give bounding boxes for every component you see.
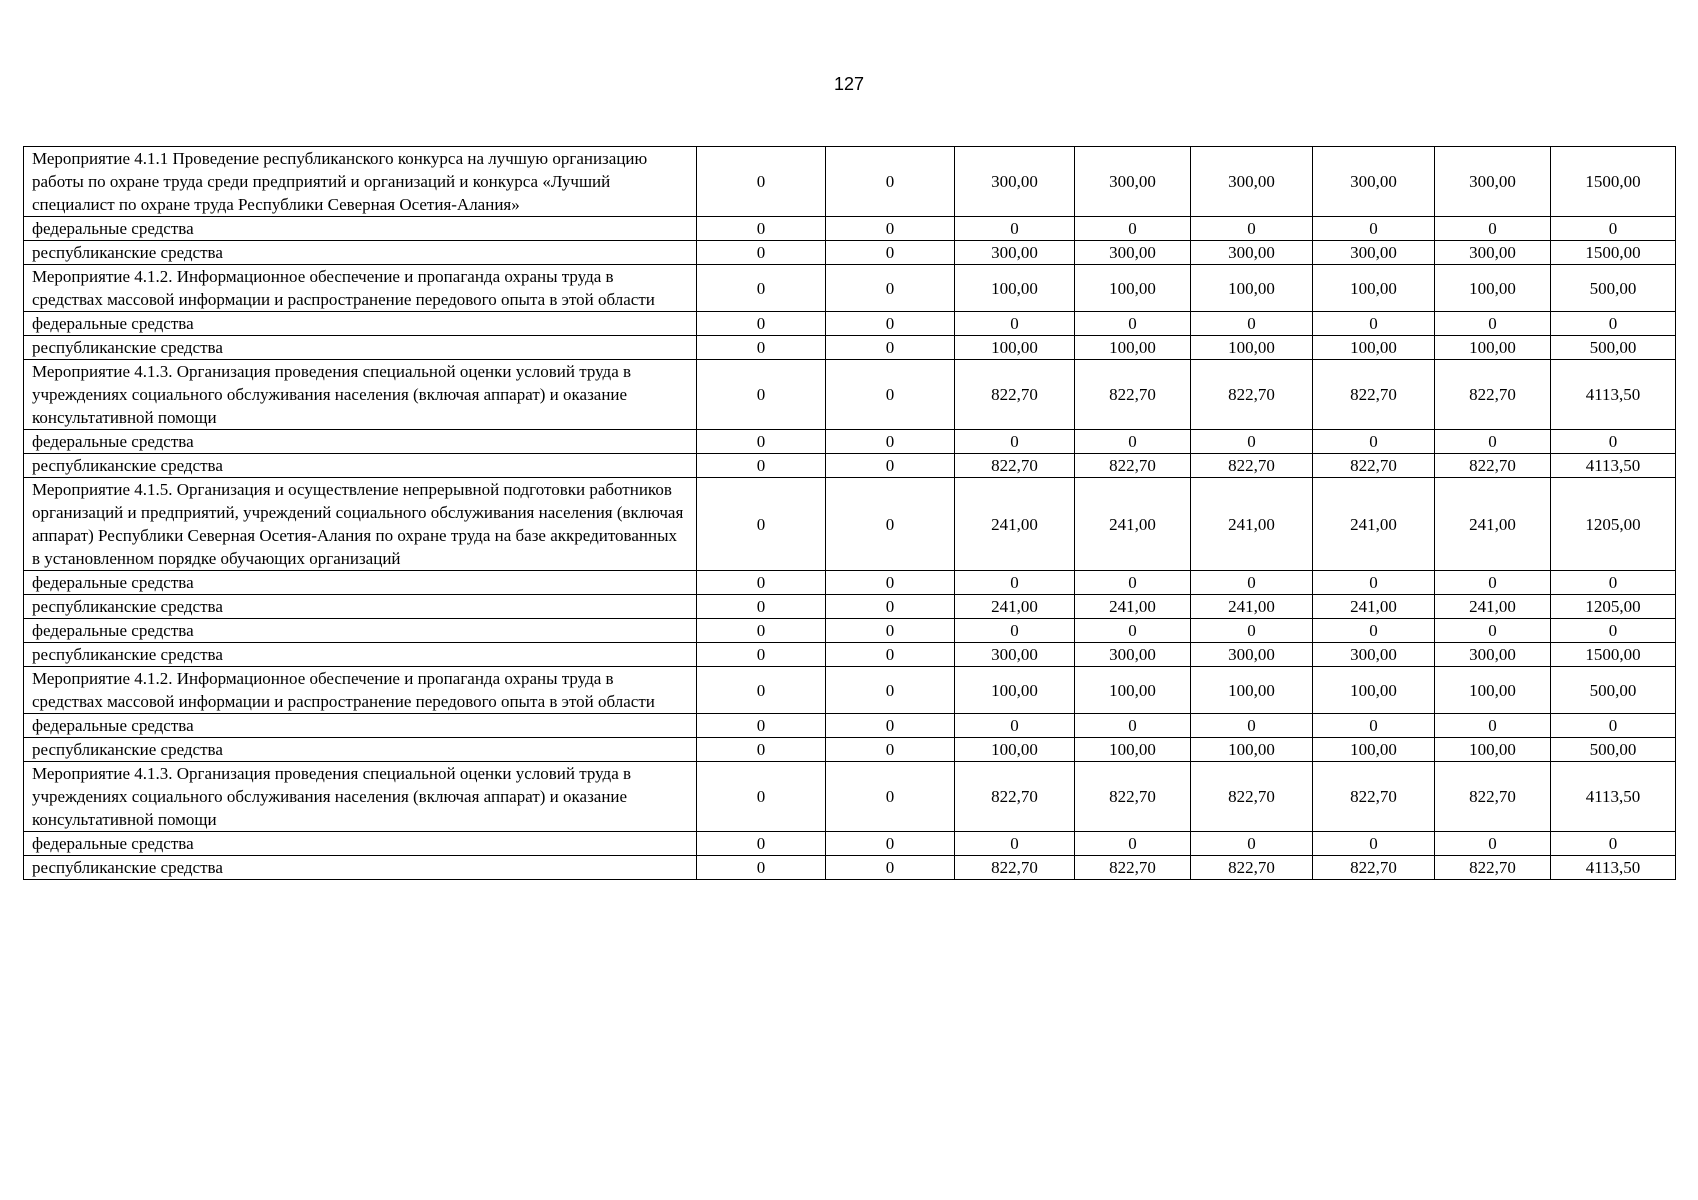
value-cell: 0	[826, 147, 955, 217]
value-cell: 100,00	[1075, 336, 1191, 360]
row-name-cell: федеральные средства	[24, 714, 697, 738]
table-row	[24, 595, 1676, 619]
value-cell: 0	[697, 147, 826, 217]
table-row	[24, 454, 1676, 478]
value-cell: 822,70	[1191, 856, 1313, 880]
value-cell: 822,70	[955, 856, 1075, 880]
value-cell: 241,00	[955, 595, 1075, 619]
value-cell: 100,00	[1435, 667, 1551, 714]
value-cell: 0	[1313, 619, 1435, 643]
value-cell: 0	[826, 478, 955, 571]
value-cell: 500,00	[1551, 738, 1676, 762]
value-cell: 500,00	[1551, 667, 1676, 714]
value-cell: 0	[826, 217, 955, 241]
value-cell: 100,00	[1435, 336, 1551, 360]
value-cell: 0	[1313, 430, 1435, 454]
row-name-cell: Мероприятие 4.1.5. Организация и осуществление непрерывной подготовки работников организаций и предприятий, учреждений социального обслуживания населения (включая аппарат) Республики Северная Осетия-Алания по охране труда на базе аккредитованных в установленном порядке обучающих организаций	[24, 478, 697, 571]
value-cell: 822,70	[1075, 360, 1191, 430]
value-cell: 0	[697, 714, 826, 738]
value-cell: 0	[1551, 619, 1676, 643]
value-cell: 0	[1075, 430, 1191, 454]
value-cell: 100,00	[1435, 738, 1551, 762]
table-row	[24, 336, 1676, 360]
value-cell: 100,00	[1313, 667, 1435, 714]
value-cell: 0	[1191, 217, 1313, 241]
table-row	[24, 217, 1676, 241]
value-cell: 0	[826, 714, 955, 738]
value-cell: 0	[826, 430, 955, 454]
value-cell: 241,00	[1435, 478, 1551, 571]
value-cell: 0	[1435, 430, 1551, 454]
value-cell: 300,00	[955, 241, 1075, 265]
value-cell: 0	[826, 643, 955, 667]
value-cell: 300,00	[1435, 147, 1551, 217]
row-name-cell: федеральные средства	[24, 619, 697, 643]
value-cell: 4113,50	[1551, 762, 1676, 832]
row-name-cell: Мероприятие 4.1.2. Информационное обеспечение и пропаганда охраны труда в средствах массовой информации и распространение передового опыта в этой области	[24, 265, 697, 312]
value-cell: 822,70	[1075, 856, 1191, 880]
value-cell: 100,00	[1075, 667, 1191, 714]
value-cell: 0	[1075, 312, 1191, 336]
value-cell: 0	[826, 762, 955, 832]
value-cell: 822,70	[955, 360, 1075, 430]
value-cell: 0	[697, 478, 826, 571]
value-cell: 0	[826, 265, 955, 312]
value-cell: 241,00	[1313, 595, 1435, 619]
value-cell: 300,00	[1075, 147, 1191, 217]
value-cell: 0	[826, 667, 955, 714]
table-row	[24, 478, 1676, 571]
table-row	[24, 265, 1676, 312]
value-cell: 0	[697, 336, 826, 360]
row-name-cell: Мероприятие 4.1.3. Организация проведения специальной оценки условий труда в учреждениях социального обслуживания населения (включая аппарат) и оказание консультативной помощи	[24, 762, 697, 832]
value-cell: 822,70	[1435, 454, 1551, 478]
row-name-cell: республиканские средства	[24, 738, 697, 762]
value-cell: 0	[697, 619, 826, 643]
value-cell: 0	[697, 595, 826, 619]
value-cell: 0	[697, 738, 826, 762]
value-cell: 0	[1191, 312, 1313, 336]
table-row	[24, 619, 1676, 643]
row-name-cell: Мероприятие 4.1.2. Информационное обеспечение и пропаганда охраны труда в средствах массовой информации и распространение передового опыта в этой области	[24, 667, 697, 714]
row-name-cell: Мероприятие 4.1.3. Организация проведения специальной оценки условий труда в учреждениях социального обслуживания населения (включая аппарат) и оказание консультативной помощи	[24, 360, 697, 430]
value-cell: 822,70	[955, 454, 1075, 478]
value-cell: 0	[826, 571, 955, 595]
value-cell: 0	[1435, 217, 1551, 241]
value-cell: 0	[1435, 714, 1551, 738]
table-row	[24, 856, 1676, 880]
value-cell: 0	[697, 312, 826, 336]
value-cell: 0	[697, 667, 826, 714]
value-cell: 100,00	[1191, 667, 1313, 714]
value-cell: 822,70	[1435, 360, 1551, 430]
value-cell: 241,00	[1435, 595, 1551, 619]
row-name-cell: федеральные средства	[24, 832, 697, 856]
value-cell: 0	[955, 571, 1075, 595]
page-number: 127	[833, 74, 865, 94]
value-cell: 0	[955, 312, 1075, 336]
value-cell: 0	[1075, 571, 1191, 595]
value-cell: 0	[826, 856, 955, 880]
value-cell: 241,00	[1191, 595, 1313, 619]
table-row	[24, 312, 1676, 336]
value-cell: 0	[697, 265, 826, 312]
value-cell: 0	[697, 217, 826, 241]
value-cell: 0	[826, 312, 955, 336]
value-cell: 0	[1191, 619, 1313, 643]
table-row	[24, 241, 1676, 265]
value-cell: 0	[1191, 832, 1313, 856]
value-cell: 0	[1313, 832, 1435, 856]
value-cell: 0	[955, 430, 1075, 454]
value-cell: 0	[1191, 714, 1313, 738]
value-cell: 0	[826, 738, 955, 762]
table-row	[24, 667, 1676, 714]
table-row	[24, 430, 1676, 454]
value-cell: 822,70	[955, 762, 1075, 832]
value-cell: 100,00	[1313, 265, 1435, 312]
value-cell: 300,00	[1191, 147, 1313, 217]
value-cell: 100,00	[1191, 738, 1313, 762]
value-cell: 500,00	[1551, 265, 1676, 312]
value-cell: 300,00	[1191, 643, 1313, 667]
value-cell: 0	[1313, 217, 1435, 241]
value-cell: 0	[1313, 714, 1435, 738]
value-cell: 0	[697, 832, 826, 856]
value-cell: 0	[1075, 832, 1191, 856]
table-row	[24, 360, 1676, 430]
budget-table	[23, 146, 1676, 880]
value-cell: 0	[1191, 571, 1313, 595]
value-cell: 0	[697, 643, 826, 667]
value-cell: 300,00	[1075, 643, 1191, 667]
value-cell: 100,00	[955, 738, 1075, 762]
value-cell: 300,00	[1313, 147, 1435, 217]
value-cell: 0	[1075, 714, 1191, 738]
value-cell: 100,00	[1191, 265, 1313, 312]
value-cell: 300,00	[1313, 643, 1435, 667]
row-name-cell: республиканские средства	[24, 454, 697, 478]
value-cell: 822,70	[1191, 454, 1313, 478]
value-cell: 100,00	[1075, 738, 1191, 762]
row-name-cell: федеральные средства	[24, 312, 697, 336]
table-row	[24, 571, 1676, 595]
value-cell: 0	[697, 454, 826, 478]
value-cell: 822,70	[1191, 762, 1313, 832]
value-cell: 100,00	[1191, 336, 1313, 360]
value-cell: 4113,50	[1551, 360, 1676, 430]
value-cell: 0	[1551, 312, 1676, 336]
value-cell: 0	[1551, 217, 1676, 241]
table-row	[24, 762, 1676, 832]
value-cell: 300,00	[955, 643, 1075, 667]
value-cell: 0	[826, 595, 955, 619]
value-cell: 100,00	[1075, 265, 1191, 312]
value-cell: 822,70	[1313, 360, 1435, 430]
value-cell: 0	[826, 619, 955, 643]
value-cell: 822,70	[1075, 454, 1191, 478]
value-cell: 822,70	[1313, 762, 1435, 832]
value-cell: 0	[1313, 571, 1435, 595]
value-cell: 822,70	[1191, 360, 1313, 430]
value-cell: 100,00	[955, 336, 1075, 360]
value-cell: 100,00	[1313, 336, 1435, 360]
value-cell: 0	[1551, 430, 1676, 454]
table-row	[24, 832, 1676, 856]
value-cell: 822,70	[1075, 762, 1191, 832]
value-cell: 0	[697, 430, 826, 454]
table-row	[24, 643, 1676, 667]
value-cell: 1205,00	[1551, 478, 1676, 571]
value-cell: 0	[1551, 714, 1676, 738]
value-cell: 241,00	[1075, 478, 1191, 571]
value-cell: 4113,50	[1551, 856, 1676, 880]
value-cell: 500,00	[1551, 336, 1676, 360]
value-cell: 0	[826, 241, 955, 265]
table-body	[24, 147, 1676, 880]
value-cell: 0	[697, 856, 826, 880]
value-cell: 4113,50	[1551, 454, 1676, 478]
value-cell: 100,00	[1435, 265, 1551, 312]
row-name-cell: республиканские средства	[24, 643, 697, 667]
value-cell: 0	[1551, 571, 1676, 595]
value-cell: 0	[955, 714, 1075, 738]
row-name-cell: Мероприятие 4.1.1 Проведение республиканского конкурса на лучшую организацию работы по охране труда среди предприятий и организаций и конкурса «Лучший специалист по охране труда Республики Северная Осетия-Алания»	[24, 147, 697, 217]
value-cell: 0	[1435, 619, 1551, 643]
value-cell: 300,00	[1075, 241, 1191, 265]
value-cell: 0	[697, 360, 826, 430]
value-cell: 0	[1435, 571, 1551, 595]
value-cell: 0	[955, 619, 1075, 643]
value-cell: 1500,00	[1551, 241, 1676, 265]
row-name-cell: республиканские средства	[24, 241, 697, 265]
value-cell: 241,00	[1075, 595, 1191, 619]
value-cell: 300,00	[1313, 241, 1435, 265]
value-cell: 241,00	[1313, 478, 1435, 571]
row-name-cell: федеральные средства	[24, 571, 697, 595]
value-cell: 0	[697, 762, 826, 832]
value-cell: 1500,00	[1551, 147, 1676, 217]
value-cell: 822,70	[1313, 454, 1435, 478]
value-cell: 300,00	[1435, 241, 1551, 265]
value-cell: 100,00	[955, 265, 1075, 312]
value-cell: 100,00	[955, 667, 1075, 714]
row-name-cell: федеральные средства	[24, 217, 697, 241]
row-name-cell: республиканские средства	[24, 856, 697, 880]
value-cell: 1500,00	[1551, 643, 1676, 667]
table-row	[24, 738, 1676, 762]
value-cell: 822,70	[1435, 856, 1551, 880]
row-name-cell: республиканские средства	[24, 336, 697, 360]
value-cell: 241,00	[1191, 478, 1313, 571]
value-cell: 0	[697, 241, 826, 265]
value-cell: 0	[826, 454, 955, 478]
value-cell: 300,00	[955, 147, 1075, 217]
value-cell: 0	[697, 571, 826, 595]
value-cell: 0	[1313, 312, 1435, 336]
table-row	[24, 147, 1676, 217]
value-cell: 0	[955, 217, 1075, 241]
value-cell: 822,70	[1435, 762, 1551, 832]
value-cell: 0	[826, 360, 955, 430]
value-cell: 300,00	[1191, 241, 1313, 265]
value-cell: 0	[1075, 619, 1191, 643]
value-cell: 241,00	[955, 478, 1075, 571]
row-name-cell: республиканские средства	[24, 595, 697, 619]
value-cell: 0	[1075, 217, 1191, 241]
value-cell: 300,00	[1435, 643, 1551, 667]
value-cell: 0	[826, 336, 955, 360]
value-cell: 1205,00	[1551, 595, 1676, 619]
table-row	[24, 714, 1676, 738]
value-cell: 822,70	[1313, 856, 1435, 880]
value-cell: 0	[1435, 312, 1551, 336]
value-cell: 0	[1551, 832, 1676, 856]
value-cell: 100,00	[1313, 738, 1435, 762]
value-cell: 0	[1435, 832, 1551, 856]
value-cell: 0	[826, 832, 955, 856]
value-cell: 0	[1191, 430, 1313, 454]
row-name-cell: федеральные средства	[24, 430, 697, 454]
value-cell: 0	[955, 832, 1075, 856]
